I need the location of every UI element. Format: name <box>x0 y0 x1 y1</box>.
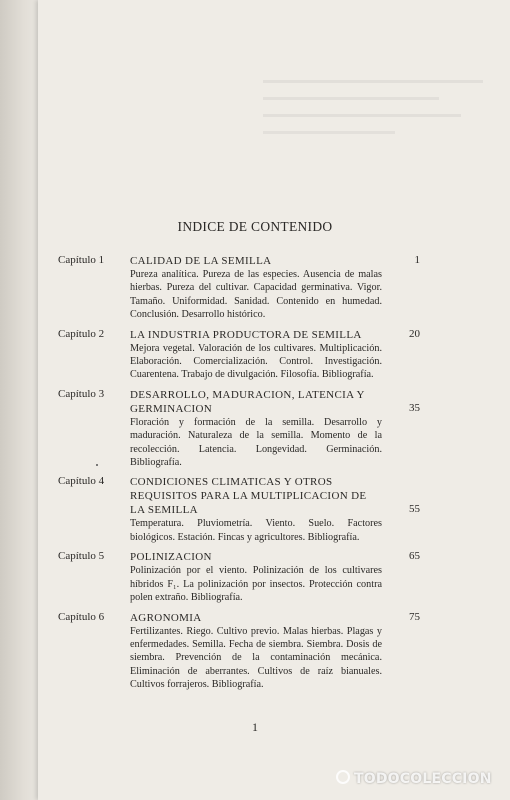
chapter-heading: DESARROLLO, MADURACION, LATENCIA Y GERMINACION <box>130 388 365 415</box>
chapter-description: Polinización por el viento. Polinización de los cultivares híbridos F₁. La polinización por insectos. Protección contra polen extraño. Bibliografía. <box>130 565 382 604</box>
table-of-contents <box>58 254 418 698</box>
chapter-page-number: 35 <box>409 401 420 414</box>
chapter-description: Temperatura. Pluviometría. Viento. Suelo. Factores biológicos. Estación. Fincas y agricultores. Bibliografía. <box>130 518 382 543</box>
chapter-page-number: 75 <box>409 610 420 623</box>
chapter-label: Capítulo 3 <box>58 387 105 400</box>
chapter-heading: CALIDAD DE LA SEMILLA <box>130 255 272 267</box>
chapter-page-number: 1 <box>414 254 420 266</box>
watermark-text: TODOCOLECCION <box>354 771 492 787</box>
chapter-description: Mejora vegetal. Valoración de los cultivares. Multiplicación. Elaboración. Comercialización. Control. Investigación. Cuarentena. Trabajo de divulgación. Filosofía. Bibliografía. <box>130 342 382 381</box>
chapter-label: Capítulo 4 <box>58 475 105 488</box>
chapter-label: Capítulo 2 <box>58 327 105 340</box>
chapter-page-number: 65 <box>409 550 420 563</box>
show-through-text <box>263 80 483 160</box>
chapter-page-number: 55 <box>409 503 420 516</box>
chapter-page-number: 20 <box>409 327 420 340</box>
toc-entry-chapter-2 <box>58 328 418 382</box>
chapter-heading: POLINIZACION <box>130 551 212 564</box>
toc-entry-chapter-1 <box>58 254 418 322</box>
chapter-label: Capítulo 6 <box>58 610 105 623</box>
chapter-description: Floración y formación de la semilla. Desarrollo y maduración. Naturaleza de la semilla. Momento de la recolección. Latencia. Longevidad. Germinación. Bibliografía. <box>130 416 382 469</box>
chapter-description: Pureza analítica. Pureza de las especies. Ausencia de malas hierbas. Pureza del cultivar. Capacidad germinativa. Vigor. Tamaño. Uniformidad. Sanidad. Contenido en humedad. Conclusión. Desarrollo histórico. <box>130 269 382 321</box>
watermark-logo-icon <box>336 770 350 784</box>
chapter-label: Capítulo 5 <box>58 550 105 563</box>
chapter-description: Fertilizantes. Riego. Cultivo previo. Malas hierbas. Plagas y enfermedades. Semilla. Fecha de siembra. Siembra. Dosis de siembra. Prevención de la contaminación mecánica. Eliminación de aberrantes. Cultivos de raíz bianuales. Cultivos forrajeros. Bibliografía. <box>130 625 382 691</box>
chapter-heading: LA INDUSTRIA PRODUCTORA DE SEMILLA <box>130 328 362 341</box>
toc-title: INDICE DE CONTENIDO <box>177 219 333 234</box>
chapter-label: Capítulo 1 <box>58 254 105 266</box>
chapter-heading: AGRONOMIA <box>130 611 202 624</box>
book-gutter <box>0 0 40 800</box>
chapter-heading: CONDICIONES CLIMATICAS Y OTROS REQUISITOS PARA LA MULTIPLICACION DE LA SEMILLA <box>130 476 367 517</box>
toc-entry-chapter-5 <box>58 550 418 604</box>
toc-entry-chapter-3 <box>58 388 418 470</box>
toc-entry-chapter-4 <box>58 475 418 544</box>
toc-entry-chapter-6 <box>58 611 418 692</box>
page-folio: 1 <box>252 720 258 734</box>
watermark <box>336 770 492 787</box>
print-speck <box>96 464 98 466</box>
